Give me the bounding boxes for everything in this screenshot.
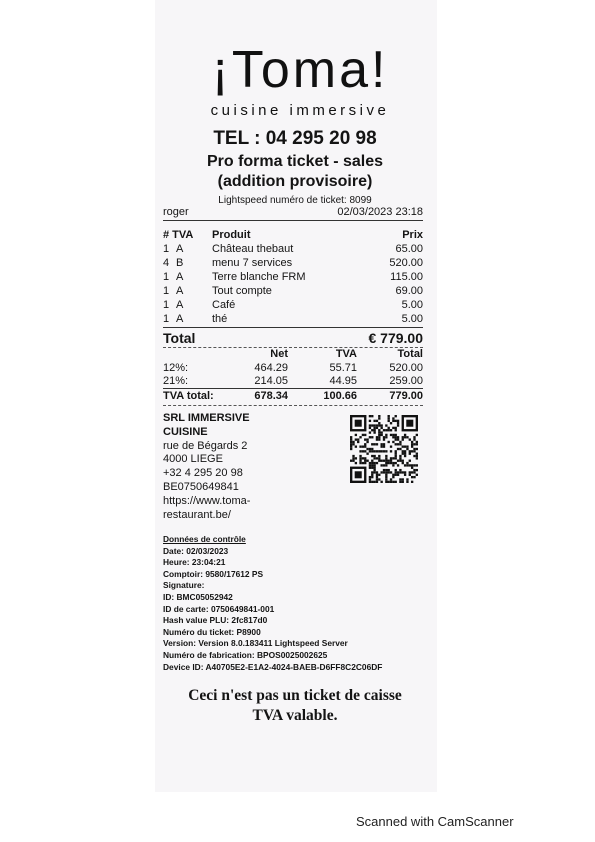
phone-number: TEL : 04 295 20 98 — [213, 128, 377, 149]
total-value: € 779.00 — [368, 330, 423, 346]
item-row — [163, 257, 423, 271]
company-line: +32 4 295 20 98 — [163, 467, 243, 480]
vat-tva: 44.95 — [329, 375, 357, 387]
item-price: 65.00 — [395, 243, 423, 255]
control-line: Hash value PLU: 2fc817d0 — [163, 615, 268, 626]
item-qty: 1 — [163, 299, 170, 311]
product-header: Produit — [212, 229, 251, 241]
company-line: SRL IMMERSIVE — [163, 412, 250, 424]
logo-tagline: cuisine immersive — [210, 102, 390, 119]
restaurant-logo: ¡Toma! — [211, 41, 389, 99]
control-line: Numéro du ticket: P8900 — [163, 626, 261, 637]
control-line: Version: Version 8.0.183411 Lightspeed Server — [163, 638, 348, 649]
total-row — [163, 330, 423, 348]
item-qty: 4 — [163, 257, 170, 269]
control-line: ID de carte: 0750649841-001 — [163, 603, 275, 614]
item-price: 69.00 — [395, 285, 423, 297]
item-row — [163, 299, 423, 313]
company-line: BE0750649841 — [163, 480, 239, 493]
item-vat-code: A — [176, 299, 184, 311]
item-vat-code: A — [176, 285, 184, 297]
item-price: 520.00 — [389, 257, 423, 269]
company-line: CUISINE — [163, 425, 208, 438]
vat-tva: 55.71 — [329, 362, 357, 374]
ticket-title: Pro forma ticket - sales — [206, 153, 384, 170]
items-header-row — [163, 229, 423, 243]
item-row — [163, 285, 423, 299]
company-line: 4000 LIEGE — [163, 453, 223, 466]
vat-row — [163, 375, 423, 389]
disclaimer-line-2: TVA valable. — [252, 707, 338, 724]
item-vat-code: A — [176, 313, 184, 325]
camscanner-footer: Scanned with CamScanner — [356, 814, 514, 829]
vat-total-tva: 100.66 — [323, 390, 357, 402]
item-product: Terre blanche FRM — [212, 271, 306, 283]
item-row — [163, 243, 423, 257]
company-line: rue de Bégards 2 — [163, 439, 248, 452]
control-line: Heure: 23:04:21 — [163, 557, 226, 568]
ticket-reference: Lightspeed numéro de ticket: 8099 — [218, 195, 372, 206]
item-vat-code: B — [176, 257, 184, 269]
item-price: 115.00 — [390, 271, 423, 283]
qty-vat-header: # TVA — [163, 229, 194, 241]
item-row — [163, 271, 423, 285]
company-line: https://www.toma- — [163, 494, 251, 507]
item-vat-code: A — [176, 243, 184, 255]
control-line: Numéro de fabrication: BPOS0025002625 — [163, 649, 328, 660]
vat-tva-header: TVA — [335, 348, 357, 360]
vat-net-header: Net — [270, 348, 288, 360]
item-qty: 1 — [163, 313, 170, 325]
item-product: Tout compte — [212, 285, 272, 297]
vat-total-total: 779.00 — [389, 390, 423, 402]
control-line: Comptoir: 9580/17612 PS — [163, 568, 264, 579]
vat-rate: 12%: — [163, 362, 189, 374]
vat-header-row — [163, 348, 423, 362]
item-row — [163, 313, 423, 327]
divider — [163, 388, 423, 389]
control-line: Date: 02/03/2023 — [163, 545, 229, 556]
vat-rate: 21%: — [163, 375, 189, 387]
item-price: 5.00 — [401, 299, 423, 311]
control-line: Device ID: A40705E2-E1A2-4024-BAEB-D6FF8C2C06DF — [163, 661, 383, 672]
disclaimer-line-1: Ceci n'est pas un ticket de caisse — [188, 687, 402, 704]
total-label: Total — [163, 330, 196, 346]
divider — [163, 405, 423, 406]
ticket-subtitle: (addition provisoire) — [217, 173, 373, 190]
price-header: Prix — [402, 229, 423, 241]
vat-net: 214.05 — [254, 375, 288, 387]
item-vat-code: A — [176, 271, 184, 283]
vat-total: 259.00 — [389, 375, 423, 387]
item-qty: 1 — [163, 243, 170, 255]
item-qty: 1 — [163, 285, 170, 297]
item-qty: 1 — [163, 271, 170, 283]
ticket-datetime: 02/03/2023 23:18 — [337, 206, 423, 218]
divider — [163, 327, 423, 328]
vat-total-label: TVA total: — [163, 390, 214, 402]
item-product: Café — [212, 299, 236, 311]
company-line: restaurant.be/ — [163, 508, 231, 521]
divider — [163, 220, 423, 221]
control-line: ID: BMC05052942 — [163, 591, 233, 602]
qr-code — [350, 415, 418, 483]
item-product: Château thebaut — [212, 243, 294, 255]
vat-total-row — [163, 390, 423, 404]
control-header: Données de contrôle — [163, 534, 246, 544]
disclaimer — [160, 686, 430, 726]
waiter-name: roger — [163, 206, 189, 218]
item-price: 5.00 — [401, 313, 423, 325]
vat-total: 520.00 — [389, 362, 423, 374]
waiter-date-row — [163, 206, 423, 220]
control-data — [163, 534, 428, 673]
control-line: Signature: — [163, 580, 205, 591]
company-address — [163, 412, 313, 522]
vat-total-net: 678.34 — [254, 390, 288, 402]
vat-total-header: Total — [397, 348, 423, 360]
item-product: menu 7 services — [212, 257, 293, 269]
vat-row — [163, 362, 423, 376]
vat-net: 464.29 — [254, 362, 288, 374]
item-product: thé — [212, 313, 228, 325]
